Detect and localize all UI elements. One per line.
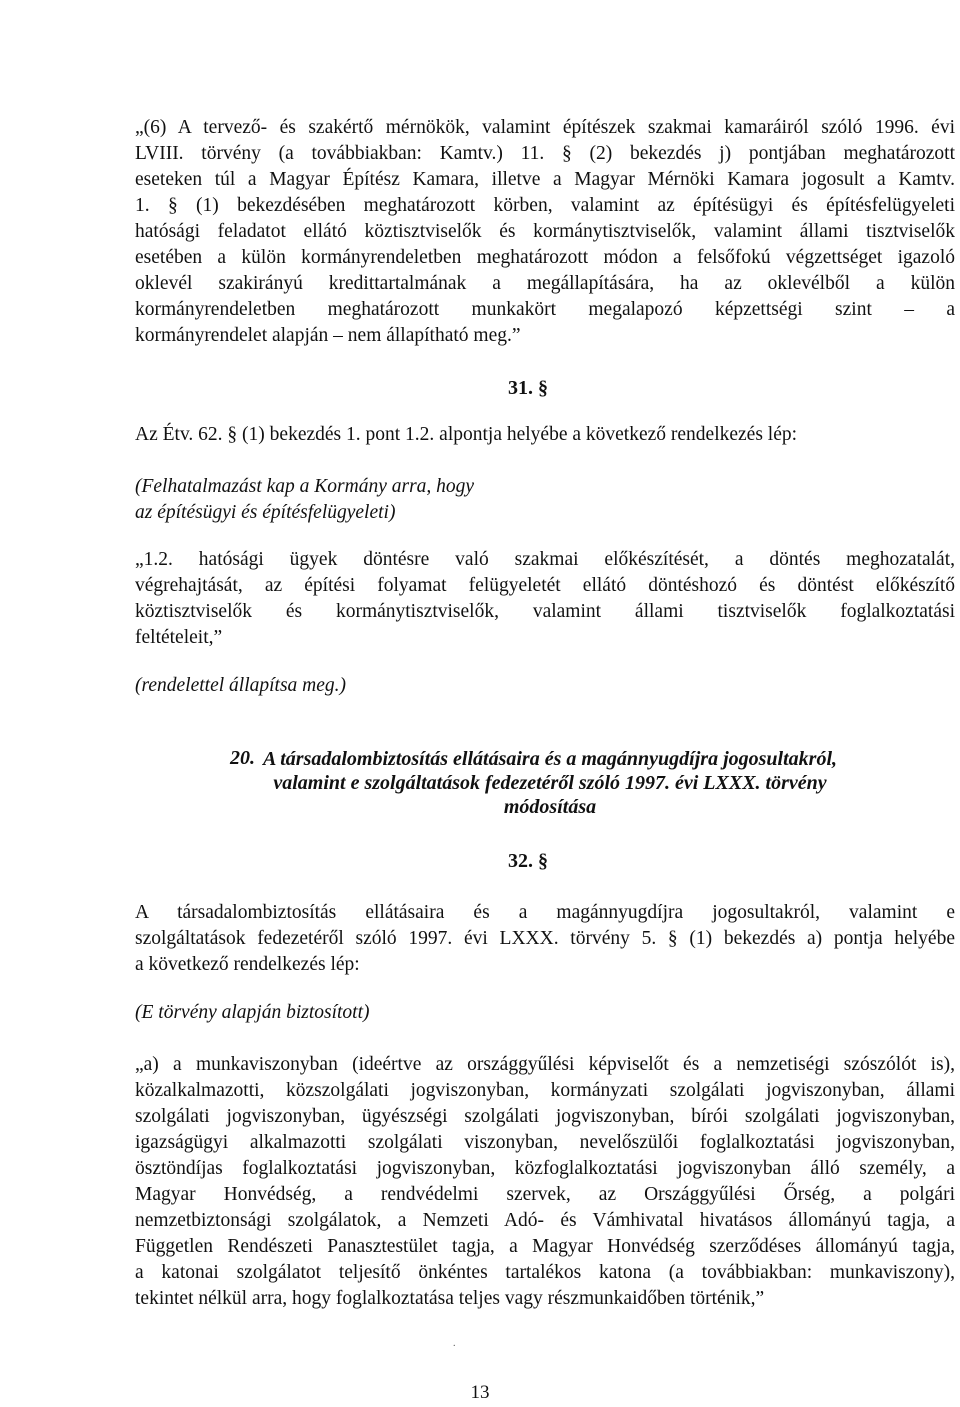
text-line: a katonai szolgálatot teljesítő önkéntes tartalékos katona (a továbbiakban: munkaviszony),	[135, 1262, 955, 1283]
chapter-title	[200, 747, 900, 819]
text-line: hatósági feladatot ellátó köztisztviselők és kormánytisztviselők, valamint állami tisztviselők	[135, 221, 955, 242]
section-heading-31: 31. §	[508, 377, 548, 399]
text-line: Független Rendészeti Panasztestület tagja, a Magyar Honvédség szerződéses állományú tagja,	[135, 1236, 955, 1257]
text-line: eseteken túl a Magyar Építész Kamara, illetve a Magyar Mérnöki Kamara jogosult a Kamtv.	[135, 169, 955, 190]
text-line: feltételeit,”	[135, 627, 223, 648]
stray-dot: .	[453, 1338, 456, 1349]
chapter-title-line: A társadalombiztosítás ellátásaira és a magánnyugdíjra jogosultakról,	[263, 748, 837, 770]
paragraph-tbj-amendment	[135, 900, 955, 978]
text-line: szolgáltatások fedezetéről szóló 1997. évi LXXX. törvény 5. § (1) bekezdés a) pontja helyébe	[135, 928, 955, 949]
text-line: A társadalombiztosítás ellátásaira és a magánnyugdíjra jogosultakról, valamint e	[135, 902, 955, 923]
text-line: tekintet nélkül arra, hogy foglalkoztatása teljes vagy részmunkaidőben történik,”	[135, 1288, 765, 1309]
text-line: nemzetbiztonsági szolgálatok, a Nemzeti Adó- és Vámhivatal hivatásos állományú tagja, a	[135, 1210, 955, 1231]
text-line: ösztöndíjas foglalkoztatási jogviszonyban, közfoglalkoztatási jogviszonyban álló személy, a	[135, 1158, 955, 1179]
text-line: oklevél szakirányú kredittartalmának a megállapítására, ha az oklevélből a külön	[135, 273, 955, 294]
text-line: „a) a munkaviszonyban (ideértve az országgyűlési képviselőt és a nemzetiségi szószólót is),	[135, 1054, 955, 1075]
text-line: (rendelettel állapítsa meg.)	[135, 675, 347, 696]
paragraph-etv-amendment	[135, 422, 955, 448]
text-line: (Felhatalmazást kap a Kormány arra, hogy	[135, 476, 475, 497]
text-line: közalkalmazotti, közszolgálati jogviszonyban, kormányzati szolgálati jogviszonyban, állami	[135, 1080, 955, 1101]
text-line: Az Étv. 62. § (1) bekezdés 1. pont 1.2. alpontja helyébe a következő rendelkezés lép:	[135, 424, 798, 445]
text-line: az építésügyi és építésfelügyeleti)	[135, 502, 396, 523]
text-line: LVIII. törvény (a továbbiakban: Kamtv.) 11. § (2) bekezdés j) pontjában meghatározott	[135, 143, 955, 164]
paragraph-point-a	[135, 1052, 955, 1312]
paragraph-kamtv-amendment	[135, 115, 955, 349]
chapter-number: 20.	[230, 747, 255, 769]
text-line: (E törvény alapján biztosított)	[135, 1002, 370, 1023]
page-number: 13	[470, 1382, 490, 1403]
text-line: Magyar Honvédség, a rendvédelmi szervek, az Országgyűlési Őrség, a polgári	[135, 1184, 955, 1205]
text-line: végrehajtását, az építési folyamat felügyeletét ellátó döntéshozó és döntést előkészítő	[135, 575, 955, 596]
text-line: igazságügyi alkalmazotti szolgálati viszonyban, nevelőszülői foglalkoztatási jogviszonyban,	[135, 1132, 955, 1153]
paragraph-insured-context	[135, 1000, 955, 1026]
paragraph-regulation-note	[135, 673, 955, 699]
text-line: köztisztviselők és kormánytisztviselők, valamint állami tisztviselők foglalkoztatási	[135, 601, 955, 622]
paragraph-authorization-context	[135, 474, 955, 526]
chapter-title-line: módosítása	[503, 796, 597, 818]
text-line: kormányrendelet alapján – nem állapítható meg.”	[135, 325, 521, 346]
text-line: 1. § (1) bekezdésében meghatározott körben, valamint az építésügyi és építésfelügyeleti	[135, 195, 955, 216]
text-line: „(6) A tervező- és szakértő mérnökök, valamint építészek szakmai kamaráiról szóló 1996. évi	[135, 117, 955, 138]
text-line: szolgálati jogviszonyban, ügyészségi szolgálati jogviszonyban, bírói szolgálati jogviszonyban,	[135, 1106, 955, 1127]
text-line: kormányrendeletben meghatározott munkakört megalapozó képzettségi szint – a	[135, 299, 955, 320]
text-line: „1.2. hatósági ügyek döntésre való szakmai előkészítését, a döntés meghozatalát,	[135, 549, 955, 570]
text-line: esetében a külön kormányrendeletben meghatározott módon a felsőfokú végzettséget igazoló	[135, 247, 955, 268]
text-line: a következő rendelkezés lép:	[135, 954, 360, 975]
paragraph-point-1-2	[135, 547, 955, 651]
section-heading-32: 32. §	[508, 850, 548, 872]
chapter-title-line: valamint e szolgáltatások fedezetéről szóló 1997. évi LXXX. törvény	[273, 772, 827, 794]
